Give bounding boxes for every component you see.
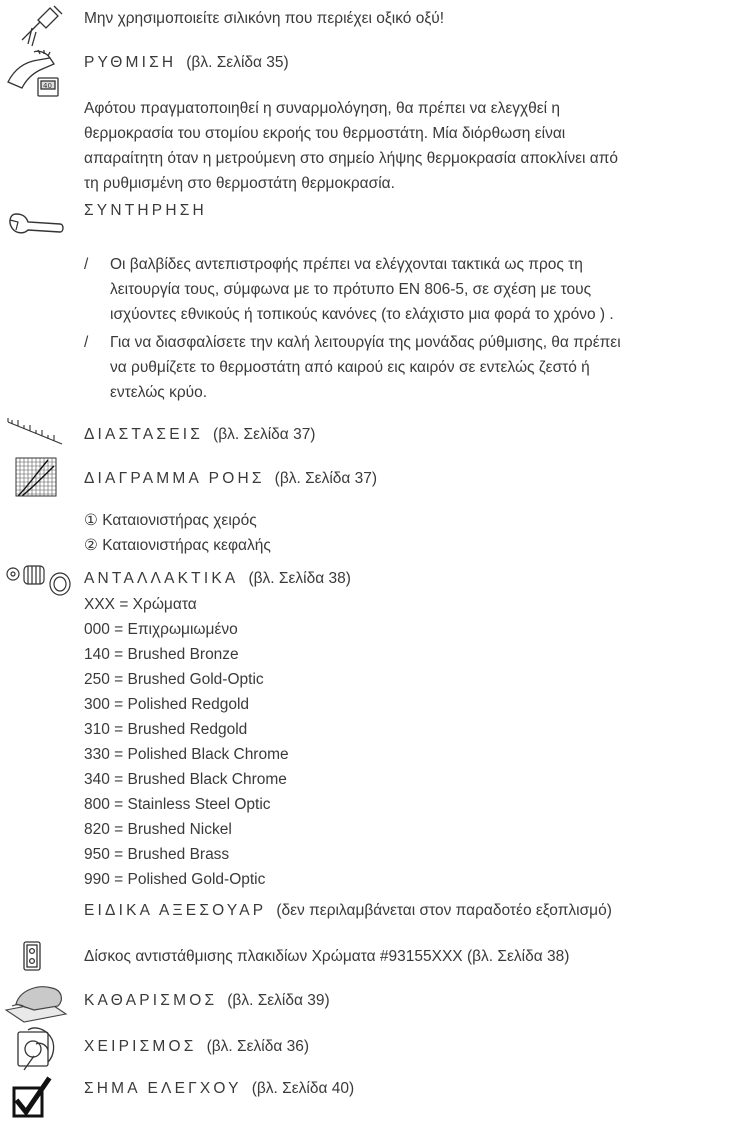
maintenance-heading: ΣΥΝΤΗΡΗΣΗ bbox=[84, 202, 207, 219]
accessories-note: (δεν περιλαμβάνεται στον παραδοτέο εξοπλισμό) bbox=[276, 902, 612, 919]
list-item: 140 = Brushed Bronze bbox=[84, 646, 239, 663]
setting-line: Αφότου πραγματοποιηθεί η συναρμολόγηση, θα πρέπει να ελεγχθεί η bbox=[84, 100, 561, 117]
flow-title: ΔΙΑΓΡΑΜΜΑ ΡΟΗΣ bbox=[84, 470, 265, 487]
spare-parts-title: ΑΝΤΑΛΛΑΚΤΙΚΑ bbox=[84, 570, 239, 587]
svg-text:40: 40 bbox=[43, 82, 52, 90]
list-item: ① Καταιονιστήρας χειρός bbox=[84, 512, 257, 529]
operation-heading bbox=[84, 1034, 309, 1059]
flow-chart-icon bbox=[14, 456, 58, 498]
list-item: 300 = Polished Redgold bbox=[84, 696, 250, 713]
list-item: 340 = Brushed Black Chrome bbox=[84, 771, 287, 788]
operation-title: ΧΕΙΡΙΣΜΟΣ bbox=[84, 1038, 197, 1055]
cleaning-title: ΚΑΘΑΡΙΣΜΟΣ bbox=[84, 992, 218, 1009]
list-item: 950 = Brushed Brass bbox=[84, 846, 230, 863]
list-item: 990 = Polished Gold-Optic bbox=[84, 871, 266, 888]
cleaning-hand-icon bbox=[4, 980, 68, 1024]
setting-paragraph bbox=[84, 96, 724, 196]
bullet-line: Για να διασφαλίσετε την καλή λειτουργία της μονάδας ρύθμισης, θα πρέπει bbox=[110, 334, 621, 351]
spare-parts-list bbox=[84, 592, 289, 892]
bullet-line: εντελώς κρύο. bbox=[110, 384, 208, 401]
bullet-line: Οι βαλβίδες αντεπιστροφής πρέπει να ελέγχονται τακτικά ως προς τη bbox=[110, 256, 583, 273]
check-mark-page-ref: (βλ. Σελίδα 40) bbox=[251, 1080, 355, 1097]
tile-disc-text: Δίσκος αντιστάθμισης πλακιδίων Χρώματα #93155XXX (βλ. Σελίδα 38) bbox=[84, 948, 570, 965]
list-item: 000 = Επιχρωμιωμένο bbox=[84, 621, 238, 638]
bullet-line: ισχύοντες εθνικούς ή τοπικούς κανόνες (το ελάχιστο μια φορά το χρόνο ) . bbox=[110, 306, 614, 323]
bullet-line: να ρυθμίζετε το θερμοστάτη από καιρού εις καιρόν σε εντελώς ζεστό ή bbox=[110, 359, 590, 376]
accessories-heading bbox=[84, 898, 612, 923]
bullet-mark: / bbox=[84, 334, 89, 351]
bullet-line: λειτουργία τους, σύμφωνα με το πρότυπο EN 806-5, σε σχέση με τους bbox=[110, 281, 592, 298]
checkbox-icon bbox=[10, 1076, 54, 1120]
operating-hand-icon bbox=[14, 1026, 60, 1072]
setting-line: τη ρυθμισμένη στο θερμοστάτη θερμοκρασία. bbox=[84, 175, 395, 192]
check-mark-heading bbox=[84, 1076, 354, 1101]
accessories-title: ΕΙΔΙΚΑ ΑΞΕΣΟΥΑΡ bbox=[84, 902, 267, 919]
flow-heading bbox=[84, 466, 377, 491]
spare-parts-icon bbox=[4, 562, 72, 598]
list-item: XXX = Χρώματα bbox=[84, 596, 197, 613]
setting-title: ΡΥΘΜΙΣΗ bbox=[84, 54, 177, 71]
maintenance-bullet bbox=[84, 252, 724, 332]
spare-parts-heading bbox=[84, 566, 351, 591]
cleaning-heading bbox=[84, 988, 330, 1013]
spare-parts-page-ref: (βλ. Σελίδα 38) bbox=[248, 570, 351, 587]
list-item: 820 = Brushed Nickel bbox=[84, 821, 232, 838]
setting-page-ref: (βλ. Σελίδα 35) bbox=[186, 54, 289, 71]
flow-list bbox=[84, 508, 271, 558]
wrench-icon bbox=[6, 210, 64, 240]
silicone-warning: Μην χρησιμοποιείτε σιλικόνη που περιέχει οξικό οξύ! bbox=[84, 10, 445, 27]
list-item: 330 = Polished Black Chrome bbox=[84, 746, 289, 763]
silicone-gun-icon bbox=[18, 4, 64, 48]
flow-page-ref: (βλ. Σελίδα 37) bbox=[274, 470, 378, 487]
list-item: 310 = Brushed Redgold bbox=[84, 721, 248, 738]
check-mark-title: ΣΗΜΑ ΕΛΕΓΧΟΥ bbox=[84, 1080, 242, 1097]
cleaning-page-ref: (βλ. Σελίδα 39) bbox=[227, 992, 330, 1009]
dimensions-title: ΔΙΑΣΤΑΣΕΙΣ bbox=[84, 426, 204, 443]
maintenance-bullet bbox=[84, 330, 724, 410]
bullet-mark: / bbox=[84, 256, 89, 273]
list-item: ② Καταιονιστήρας κεφαλής bbox=[84, 537, 271, 554]
setting-heading bbox=[84, 50, 289, 75]
thermometer-hand-icon bbox=[4, 48, 64, 100]
tile-disc-icon bbox=[22, 940, 44, 974]
dimensions-page-ref: (βλ. Σελίδα 37) bbox=[213, 426, 316, 443]
dimensions-heading bbox=[84, 422, 315, 447]
setting-line: θερμοκρασία του στομίου εκροής του θερμοστάτη. Μία διόρθωση είναι bbox=[84, 125, 566, 142]
setting-line: απαραίτητη όταν η μετρούμενη στο σημείο λήψης θερμοκρασία αποκλίνει από bbox=[84, 150, 619, 167]
list-item: 250 = Brushed Gold-Optic bbox=[84, 671, 264, 688]
operation-page-ref: (βλ. Σελίδα 36) bbox=[206, 1038, 309, 1055]
list-item: 800 = Stainless Steel Optic bbox=[84, 796, 271, 813]
ruler-icon bbox=[6, 418, 64, 448]
